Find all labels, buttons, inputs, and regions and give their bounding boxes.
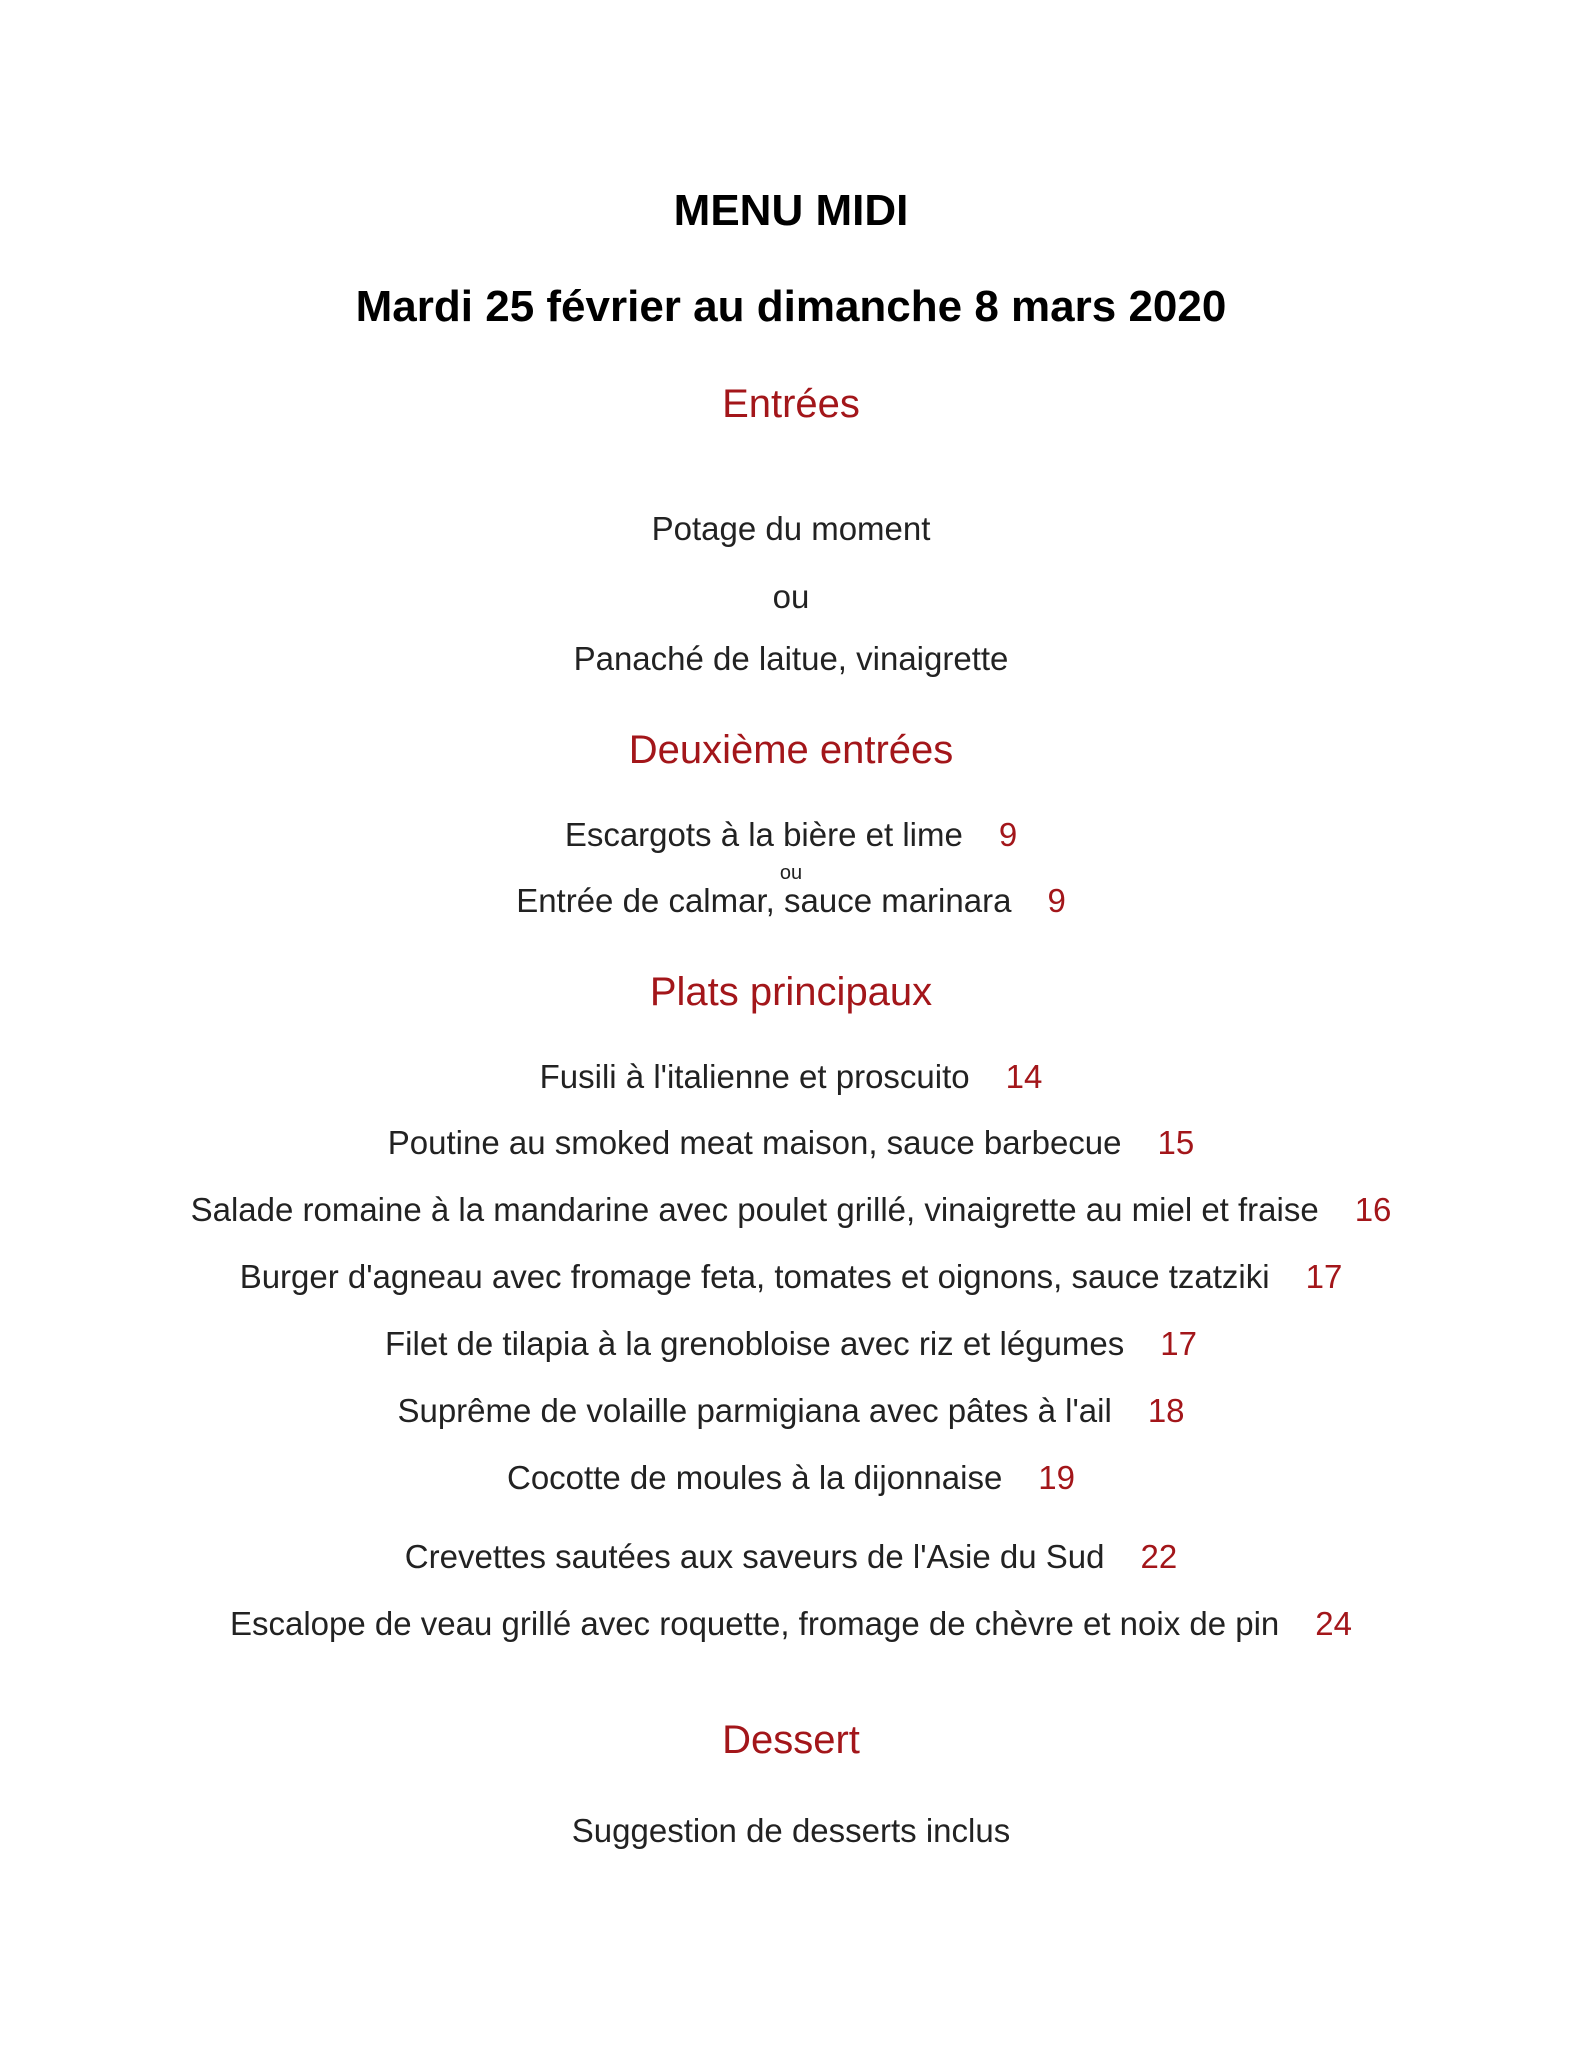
entree-option-1: Potage du moment bbox=[651, 510, 931, 547]
item-price: 22 bbox=[1140, 1538, 1178, 1575]
plat-item bbox=[0, 1538, 1582, 1576]
plat-item bbox=[0, 1459, 1582, 1497]
deuxieme-separator: ou bbox=[779, 862, 803, 884]
item-name: Salade romaine à la mandarine avec poulet grillé, vinaigrette au miel et fraise bbox=[190, 1191, 1319, 1228]
item-price: 9 bbox=[998, 816, 1018, 853]
item-name: Escargots à la bière et lime bbox=[564, 816, 963, 853]
item-price: 18 bbox=[1147, 1392, 1185, 1429]
entree-option-2: Panaché de laitue, vinaigrette bbox=[573, 640, 1009, 677]
entree-separator: ou bbox=[772, 578, 810, 615]
plat-item bbox=[0, 1605, 1582, 1643]
section-heading-deuxieme: Deuxième entrées bbox=[628, 728, 954, 772]
plat-item bbox=[0, 1058, 1582, 1096]
menu-dates: Mardi 25 février au dimanche 8 mars 2020 bbox=[355, 282, 1227, 331]
section-heading-dessert: Dessert bbox=[722, 1718, 860, 1762]
item-price: 9 bbox=[1047, 882, 1066, 919]
item-name: Poutine au smoked meat maison, sauce barbecue bbox=[387, 1124, 1122, 1161]
plat-item bbox=[0, 1325, 1582, 1363]
item-name: Crevettes sautées aux saveurs de l'Asie du Sud bbox=[404, 1538, 1105, 1575]
plat-item bbox=[0, 1258, 1582, 1296]
item-price: 17 bbox=[1160, 1325, 1197, 1362]
dessert-text: Suggestion de desserts inclus bbox=[571, 1812, 1011, 1849]
item-price: 17 bbox=[1305, 1258, 1343, 1295]
item-name: Entrée de calmar, sauce marinara bbox=[516, 882, 1012, 919]
item-price: 16 bbox=[1354, 1191, 1392, 1228]
deuxieme-item bbox=[0, 816, 1582, 854]
item-name: Burger d'agneau avec fromage feta, tomates et oignons, sauce tzatziki bbox=[239, 1258, 1270, 1295]
item-name: Cocotte de moules à la dijonnaise bbox=[506, 1459, 1003, 1496]
section-heading-entrees: Entrées bbox=[722, 382, 860, 426]
menu-title: MENU MIDI bbox=[673, 186, 909, 235]
item-price: 15 bbox=[1157, 1124, 1195, 1161]
item-price: 14 bbox=[1005, 1058, 1043, 1095]
item-name: Filet de tilapia à la grenobloise avec riz et légumes bbox=[385, 1325, 1125, 1362]
plat-item bbox=[0, 1392, 1582, 1430]
plat-item bbox=[0, 1191, 1582, 1229]
item-price: 19 bbox=[1038, 1459, 1076, 1496]
item-price: 24 bbox=[1315, 1605, 1353, 1642]
section-heading-plats: Plats principaux bbox=[649, 970, 933, 1014]
item-name: Suprême de volaille parmigiana avec pâtes à l'ail bbox=[397, 1392, 1112, 1429]
deuxieme-item bbox=[0, 882, 1582, 920]
item-name: Escalope de veau grillé avec roquette, fromage de chèvre et noix de pin bbox=[229, 1605, 1280, 1642]
plat-item bbox=[0, 1124, 1582, 1162]
item-name: Fusili à l'italienne et proscuito bbox=[539, 1058, 970, 1095]
